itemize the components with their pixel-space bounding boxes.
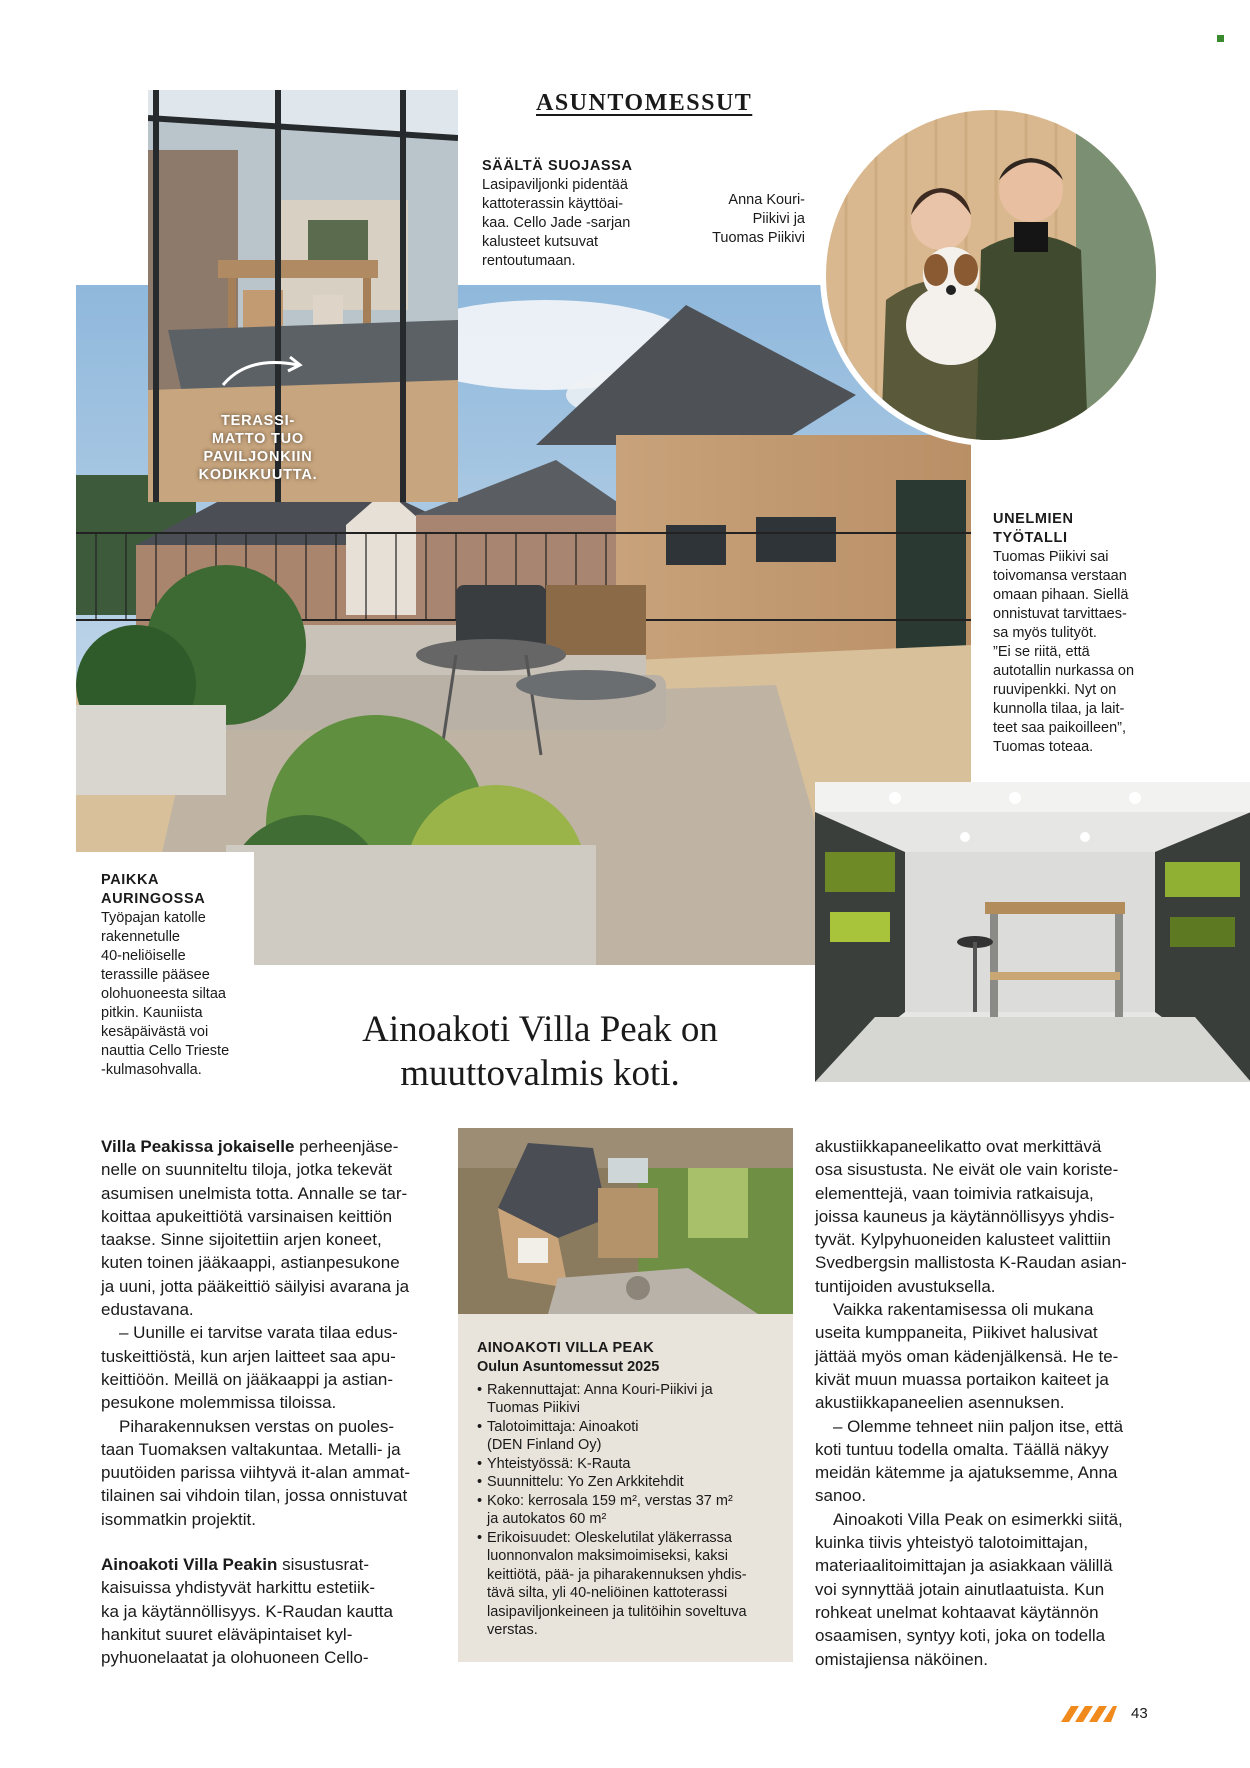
portrait-photo: [820, 104, 1162, 446]
article-paragraph: akustiikkapaneelikatto ovat merkittävä osa sisustusta. Ne eivät ole vain koriste- elementtejä, vaan toimivia ratkaisuja, joissa kauneus ja käytännöllisyys yhdis- tyvät. Kylpyhuoneiden kalusteet valittiin Svedbergsin mallistosta K-Raudan asian- tuntijoiden avustuksella.: [815, 1137, 1127, 1296]
aerial-photo: [458, 1128, 793, 1314]
sunspot-caption-title: PAIKKA AURINGOSSA: [101, 872, 206, 907]
fact-box-title: AINOAKOTI VILLA PEAK: [477, 1340, 655, 1356]
article-paragraph: Piharakennuksen verstas on puoles- taan Tuomaksen valtakuntaa. Metalli- ja puutöiden parissa viihtyvä it-alan ammat- tilainen sai vihdoin tilan, jossa onnistuvat isommatkin projektit.: [101, 1416, 410, 1529]
fact-box: [458, 1314, 793, 1662]
brand-stripes-icon: [1055, 1704, 1117, 1724]
sunspot-caption: [101, 871, 271, 1080]
section-tag: ASUNTOMESSUT: [536, 90, 753, 116]
fact-box-list: [477, 1381, 777, 1640]
pavilion-photo: [148, 90, 458, 502]
article-paragraph: – Olemme tehneet niin paljon itse, että koti tuntuu todella omalta. Täällä näkyy meidän kätemme ja ajatuksemme, Anna sanoo.: [815, 1416, 1124, 1506]
workshop-caption-body: Tuomas Piikivi sai toivomansa verstaan omaan pihaan. Siellä onnistuvat tarvittaes- sa myös tulityöt. ”Ei se riitä, että autotallin nurkassa on ruuvipenkki. Nyt on kunnolla tilaa, ja lait- teet saa paikoilleen”, Tuomas toteaa.: [993, 549, 1135, 755]
terrace-mat-caption: TERASSI- MATTO TUO PAVILJONKIIN KODIKKUUTTA.: [198, 413, 318, 483]
article-paragraph: Ainoakoti Villa Peakin sisustusrat- kaisuissa yhdistyvät harkittu estetiik- ka ja käytännöllisyys. K-Raudan kautta hankitut suuret eläväpintaiset kyl- pyhuonelaatat ja olohuoneen Cello-: [101, 1555, 393, 1668]
article-paragraph: Vaikka rakentamisessa oli mukana useita kumppaneita, Piikivet halusivat jättää myös oman kädenjälkensä. He te- kivät muun muassa portaikon kaiteet ja akustiikkapaneelien asennuksen.: [815, 1300, 1119, 1413]
corner-mark: [1217, 35, 1224, 42]
article-paragraph: Villa Peakissa jokaiselle perheenjäse- nelle on suunniteltu tiloja, jotka tekevät asumisen unelmista totta. Annalle se tar- koittaa apukeittiötä varsinaisen keittiön taakse. Sinne sijoitettiin arjen koneet, kuten toinen jääkaappi, astianpesukone ja uuni, jotta pääkeittiö säilyisi avarana ja edustavana.: [101, 1137, 410, 1320]
sunspot-caption-body: Työpajan katolle rakennetulle 40-neliöiselle terassille pääsee olohuoneesta siltaa pitkin. Kauniista kesäpäivästä voi nauttia Cello Trieste -kulmasohvalla.: [101, 910, 230, 1078]
article-column-1: [101, 1135, 436, 1670]
fact-item: • Suunnittelu: Yo Zen Arkkitehdit: [477, 1473, 777, 1492]
fact-item: • Rakennuttajat: Anna Kouri-Piikivi ja Tuomas Piikivi: [477, 1381, 777, 1418]
fact-item: • Yhteistyössä: K-Rauta: [477, 1455, 777, 1474]
arrow-icon: [218, 350, 308, 390]
workshop-caption-title: UNELMIEN TYÖTALLI: [993, 511, 1074, 546]
workshop-caption: [993, 510, 1193, 757]
fact-item: • Erikoisuudet: Oleskelutilat yläkerrassa luonnonvalon maksimoimiseksi, kaksi keittiötä, pää- ja piharakennuksen yhdis- tävä silta, yli 40-neliöinen kattoterassi lasipaviljonkeineen ja tulitöihin soveltuva verstas.: [477, 1529, 777, 1640]
article-paragraph: Ainoakoti Villa Peak on esimerkki siitä, kuinka tiivis yhteistyö talotoimittajan, materiaalitoimittajan ja asiakkaan välillä voi synnyttää jotain ainutlaatuista. Kun rohkeat unelmat kohtaavat käytännön osaamisen, syntyy koti, joka on todella omistajiensa näköinen.: [815, 1509, 1123, 1669]
article-column-3: [815, 1135, 1160, 1671]
workshop-photo: [815, 782, 1250, 1082]
article-paragraph: – Uunille ei tarvitse varata tilaa edus- tuskeittiöstä, kun arjen laitteet saa apu- keittiöön. Meillä on jääkaappi ja astian- pesukone molemmissa tiloissa.: [101, 1323, 398, 1413]
fact-item: • Talotoimittaja: Ainoakoti (DEN Finland Oy): [477, 1418, 777, 1455]
pavilion-caption-body: Lasipaviljonki pidentää kattoterassin käyttöai- kaa. Cello Jade -sarjan kalusteet kutsuvat rentoutumaan.: [482, 177, 631, 269]
portrait-caption: Anna Kouri- Piikivi ja Tuomas Piikivi: [712, 192, 805, 246]
pavilion-caption-title: SÄÄLTÄ SUOJASSA: [482, 158, 633, 174]
page-number: 43: [1131, 1705, 1148, 1722]
pavilion-caption: [482, 157, 692, 271]
fact-box-subtitle: Oulun Asuntomessut 2025: [477, 1359, 660, 1375]
headline: Ainoakoti Villa Peak on muuttovalmis koti.: [362, 1009, 718, 1094]
fact-item: • Koko: kerrosala 159 m², verstas 37 m² ja autokatos 60 m²: [477, 1492, 777, 1529]
